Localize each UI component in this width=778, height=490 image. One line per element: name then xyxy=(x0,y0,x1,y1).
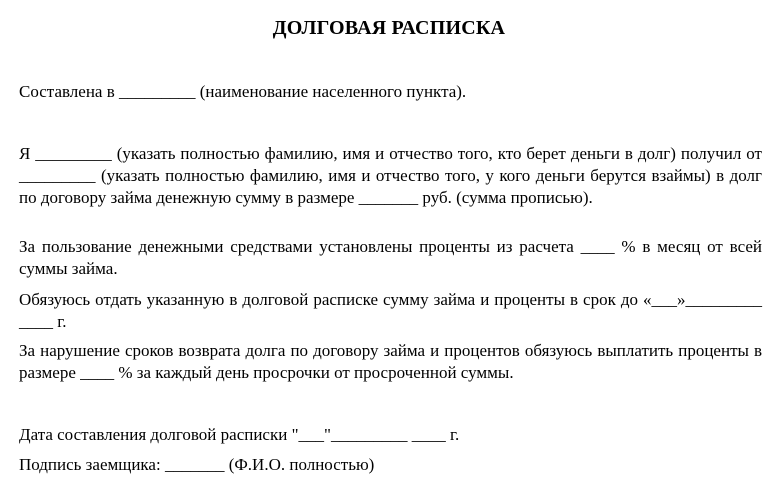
paragraph-borrower: Я _________ (указать полностью фамилию, имя и отчество того, кто берет деньги в долг) получил от _________ (указать полностью фамилию, имя и отчество того, у кого деньги берутся взаймы) в долг по договору займа денежную сумму в размере _______ руб. (сумма прописью). xyxy=(19,144,762,207)
paragraph-return-term: Обязуюсь отдать указанную в долговой расписке сумму займа и проценты в срок до «___»_________ ____ г. xyxy=(19,290,762,331)
paragraph-signature: Подпись заемщика: _______ (Ф.И.О. полностью) xyxy=(19,455,375,474)
document-title: ДОЛГОВАЯ РАСПИСКА xyxy=(272,17,506,39)
paragraph-interest: За пользование денежными средствами установлены проценты из расчета ____ % в месяц от всей суммы займа. xyxy=(19,237,762,278)
paragraph-place: Составлена в _________ (наименование населенного пункта). xyxy=(19,82,467,101)
paragraph-date: Дата составления долговой расписки "___"_________ ____ г. xyxy=(19,425,460,444)
paragraph-penalty: За нарушение сроков возврата долга по договору займа и процентов обязуюсь выплатить проценты в размере ____ % за каждый день просрочки от просроченной суммы. xyxy=(19,341,762,382)
